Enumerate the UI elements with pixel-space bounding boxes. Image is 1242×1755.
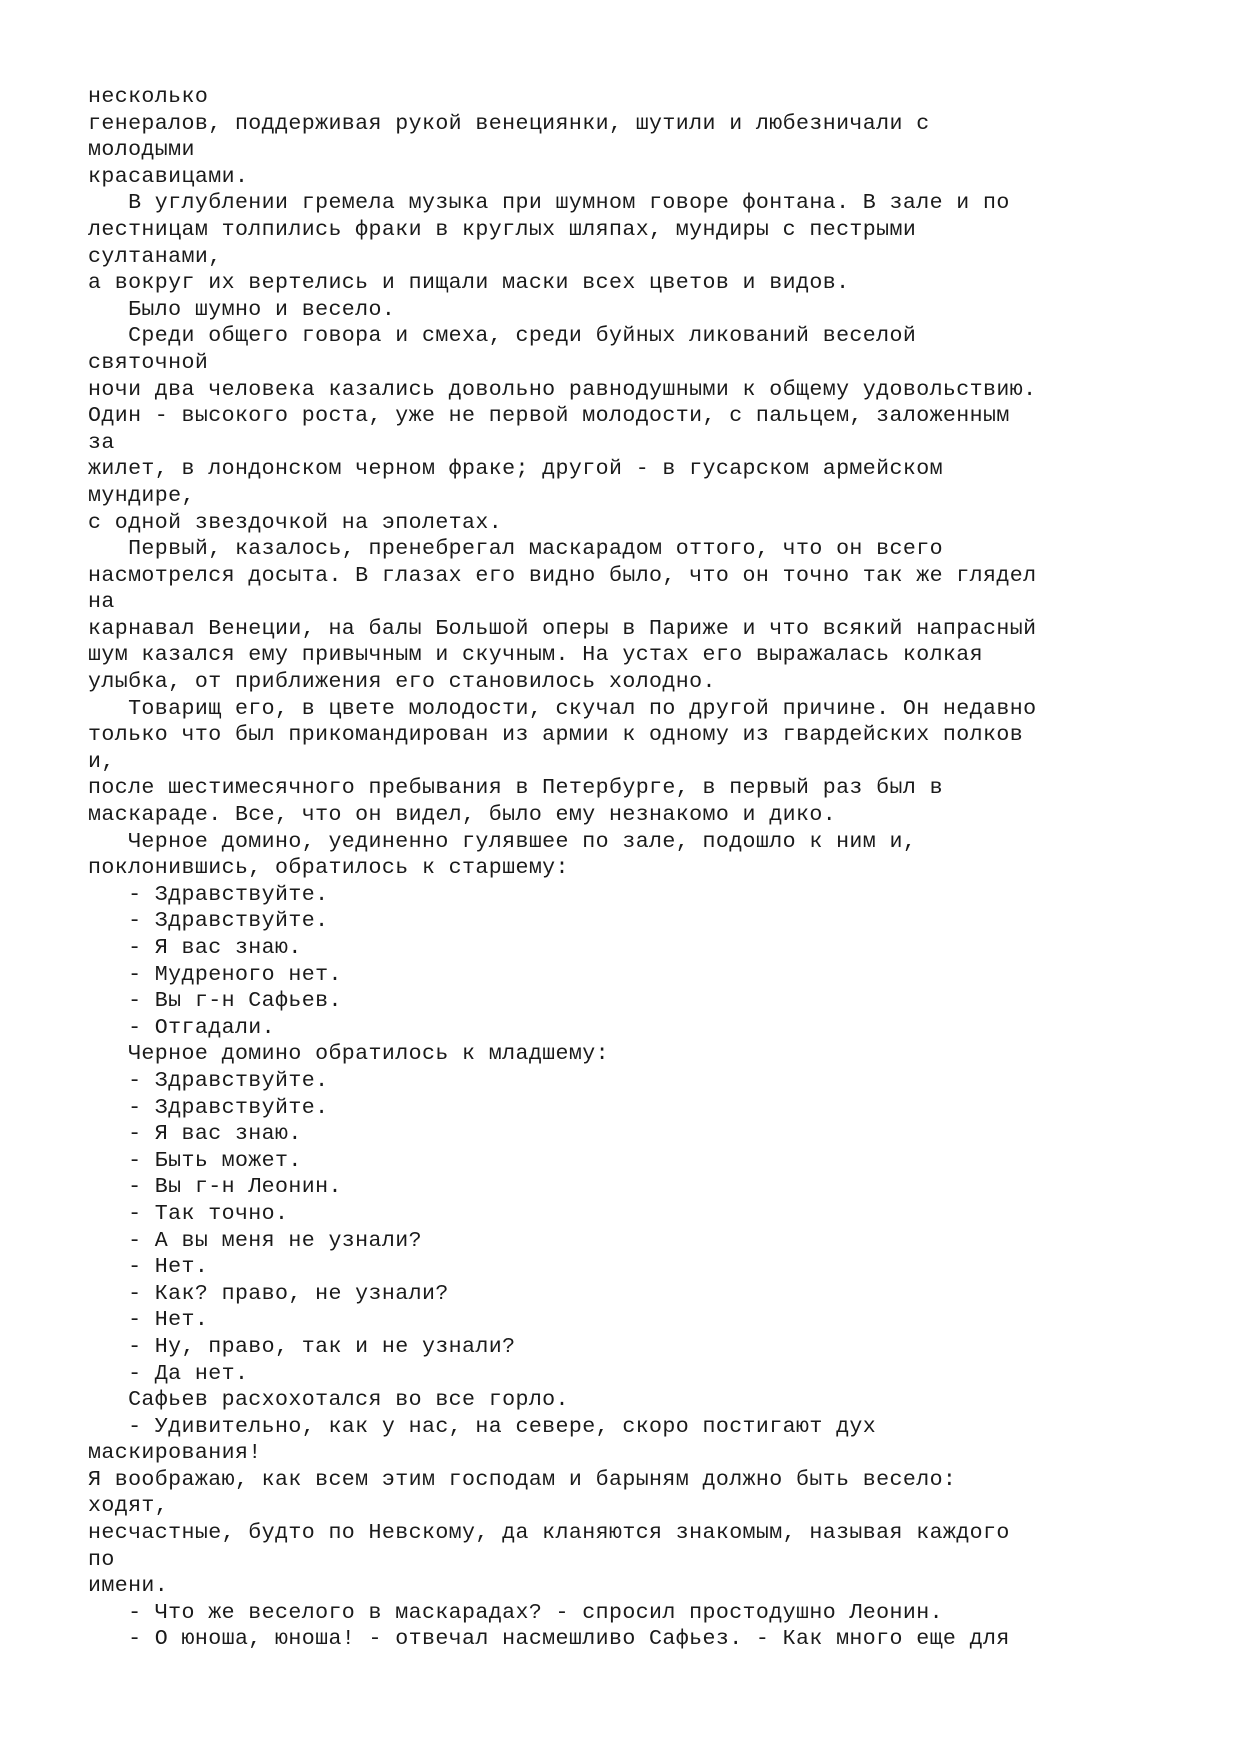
text-line: Было шумно и весело. bbox=[88, 297, 396, 322]
text-line: - Отгадали. bbox=[88, 1015, 276, 1040]
text-line: - Что же веселого в маскарадах? - спросил простодушно Леонин. bbox=[88, 1600, 943, 1625]
text-line: султанами, bbox=[88, 244, 222, 269]
text-line: - Здравствуйте. bbox=[88, 882, 329, 907]
text-line: - А вы меня не узнали? bbox=[88, 1228, 422, 1253]
text-line: на bbox=[88, 590, 115, 615]
text-line: Среди общего говора и смеха, среди буйных ликований веселой bbox=[88, 324, 917, 349]
text-line: мундире, bbox=[88, 483, 195, 508]
text-line: - Да нет. bbox=[88, 1361, 249, 1386]
text-line: после шестимесячного пребывания в Петербурге, в первый раз был в bbox=[88, 776, 943, 801]
text-line: красавицами. bbox=[88, 164, 249, 189]
text-line: - Ну, право, так и не узнали? bbox=[88, 1334, 516, 1359]
text-line: ночи два человека казались довольно равнодушными к общему удовольствию. bbox=[88, 377, 1037, 402]
text-line: имени. bbox=[88, 1574, 169, 1599]
text-line: за bbox=[88, 430, 115, 455]
text-line: несколько bbox=[88, 85, 209, 109]
text-line: - Я вас знаю. bbox=[88, 1122, 302, 1147]
text-line: по bbox=[88, 1547, 115, 1572]
text-line: - Здравствуйте. bbox=[88, 909, 329, 934]
text-line: ходят, bbox=[88, 1494, 169, 1519]
document-text bbox=[88, 84, 1208, 1653]
text-line: - Мудреного нет. bbox=[88, 962, 342, 987]
text-line: Черное домино обратилось к младшему: bbox=[88, 1042, 609, 1067]
text-line: - Нет. bbox=[88, 1255, 209, 1280]
text-line: насмотрелся досыта. В глазах его видно было, что он точно так же глядел bbox=[88, 563, 1037, 588]
text-line: маскараде. Все, что он видел, было ему незнакомо и дико. bbox=[88, 803, 837, 828]
text-line: - Вы г-н Сафьев. bbox=[88, 989, 342, 1014]
text-line: лестницам толпились фраки в круглых шляпах, мундиры с пестрыми bbox=[88, 217, 917, 242]
text-line: В углублении гремела музыка при шумном говоре фонтана. В зале и по bbox=[88, 191, 1010, 216]
text-line: - Здравствуйте. bbox=[88, 1068, 329, 1093]
text-line: Один - высокого роста, уже не первой молодости, с пальцем, заложенным bbox=[88, 404, 1010, 429]
text-line: - Так точно. bbox=[88, 1201, 289, 1226]
text-line: - Как? право, не узнали? bbox=[88, 1281, 449, 1306]
text-line: Сафьев расхохотался во все горло. bbox=[88, 1388, 569, 1413]
text-line: а вокруг их вертелись и пищали маски всех цветов и видов. bbox=[88, 271, 850, 296]
text-line: поклонившись, обратилось к старшему: bbox=[88, 856, 569, 881]
text-line: Черное домино, уединенно гулявшее по зале, подошло к ним и, bbox=[88, 829, 917, 854]
text-line: - Нет. bbox=[88, 1308, 209, 1333]
text-line: несчастные, будто по Невскому, да кланяются знакомым, называя каждого bbox=[88, 1521, 1010, 1546]
text-line: с одной звездочкой на эполетах. bbox=[88, 510, 503, 535]
text-line: - Удивительно, как у нас, на севере, скоро постигают дух bbox=[88, 1414, 877, 1439]
text-line: святочной bbox=[88, 350, 209, 375]
text-line: - Я вас знаю. bbox=[88, 936, 302, 960]
text-line: улыбка, от приближения его становилось холодно. bbox=[88, 670, 716, 695]
text-line: - Быть может. bbox=[88, 1148, 302, 1173]
text-line: карнавал Венеции, на балы Большой оперы в Париже и что всякий напрасный bbox=[88, 616, 1037, 641]
text-line: Я воображаю, как всем этим господам и барыням должно быть весело: bbox=[88, 1467, 957, 1492]
text-line: только что был прикомандирован из армии к одному из гвардейских полков bbox=[88, 723, 1024, 748]
text-line: Первый, казалось, пренебрегал маскарадом оттого, что он всего bbox=[88, 537, 943, 562]
text-line: генералов, поддерживая рукой венециянки, шутили и любезничали с bbox=[88, 111, 930, 136]
text-line: шум казался ему привычным и скучным. На устах его выражалась колкая bbox=[88, 643, 984, 668]
text-line: Товарищ его, в цвете молодости, скучал по другой причине. Он недавно bbox=[88, 696, 1037, 721]
text-line: жилет, в лондонском черном фраке; другой - в гусарском армейском bbox=[88, 457, 943, 482]
text-line: маскирования! bbox=[88, 1441, 262, 1466]
text-line: молодыми bbox=[88, 138, 195, 163]
text-line: и, bbox=[88, 749, 115, 774]
text-line: - Здравствуйте. bbox=[88, 1095, 329, 1120]
text-line: - Вы г-н Леонин. bbox=[88, 1175, 342, 1200]
text-line: - О юноша, юноша! - отвечал насмешливо Сафьез. - Как много еще для bbox=[88, 1627, 1010, 1652]
